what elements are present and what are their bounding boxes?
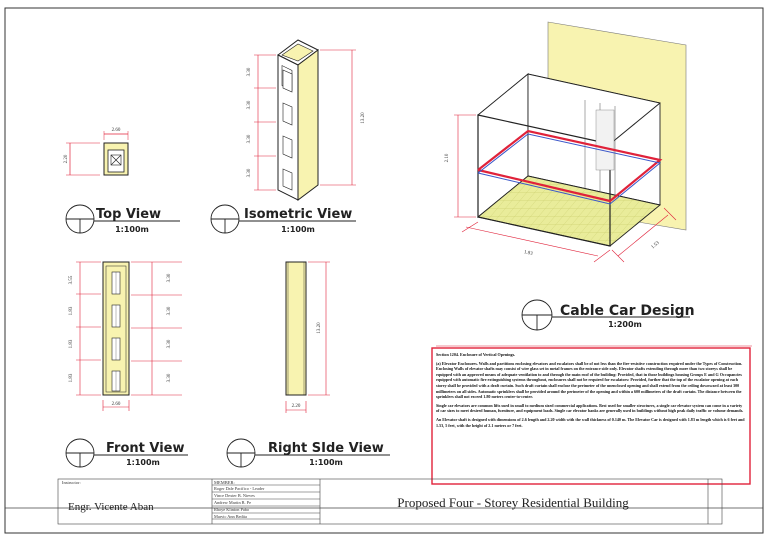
instructor-name: Engr. Vicente Aban bbox=[68, 501, 154, 513]
top-view-title: Top View bbox=[96, 207, 162, 222]
right-side-view-drawing bbox=[286, 262, 330, 413]
car-width: 1.53 bbox=[650, 240, 661, 251]
front-right-dim-1: 3.30 bbox=[167, 273, 172, 283]
cable-car-scale: 1:200m bbox=[608, 320, 642, 329]
isometric-view-drawing bbox=[254, 40, 356, 200]
front-left-dim-3: 1.83 bbox=[69, 339, 74, 349]
member-3: Andrew Martin B. Pe bbox=[214, 500, 251, 505]
spec-heading: Section 1204. Enclosure of Vertical Openings. bbox=[436, 352, 516, 357]
isometric-view-scale: 1:100m bbox=[281, 225, 315, 234]
right-side-view-scale: 1:100m bbox=[309, 458, 343, 467]
right-height-dim: 13.20 bbox=[317, 322, 322, 334]
top-view-scale: 1:100m bbox=[115, 225, 149, 234]
spec-paragraph-c: An Elevator shaft is designed with dimensions of 2.6 length and 2.20 width with the wall thickness of 0.140 m. The Elevator Car is designed with 1.83 m length which is 6 feet and 1.53, 5 feet, with the height of 2.1 meters or 7 feet. bbox=[436, 416, 745, 428]
iso-dim-3: 3.30 bbox=[247, 134, 252, 144]
top-view-width: 2.60 bbox=[111, 128, 121, 133]
isometric-view-title: Isometric View bbox=[244, 207, 353, 222]
top-view-drawing bbox=[66, 131, 128, 175]
spec-paragraph-a: (a) Elevator Enclosures. Walls and partitions enclosing elevators and escalators shall be of not less than the fire-resistive construction required under the Types of Construction. Enclosing Walls of elevator shafts may consist of wire glass set in metal frames on the entrance side only. Elevator shafts extending through more than two storeys shall be equipped with an approved means of adequate ventilation to and through the main roof of the building: Provided, that in those buildings housing Groups E and G Occupancies equipped with automatic fire extinguishing systems throughout, enclosures shall not be required for escalators: Provided, further that the top of the escalator opening at each storey shall be provided with a draft curtain. Such draft curtain shall enclose the perimeter of the unenclosed opening and shall extend from the ceiling downward at least 300 millimeters on all sides. Automatic sprinklers shall be provided around the perimeter of the opening and within a 600 millimeters of the draft curtain. The distance between the sprinklers shall not exceed 1.80 meters center-to-center. bbox=[436, 360, 743, 400]
iso-dim-1: 3.30 bbox=[247, 67, 252, 77]
right-side-view-title: Right SIde View bbox=[268, 441, 384, 456]
spec-paragraph-b: Single car elevators are common lifts used in small to medium sized commercial applications. Best used for smaller structures, a single car elevator system can come in a variety of car sizes to meet desired human, furniture, and equipment loads. Single car elevator banks are generally used in buildings without high peak daily traffic or volume demands. bbox=[436, 402, 744, 414]
top-view-depth: 2.20 bbox=[64, 154, 69, 164]
front-view-title: Front View bbox=[106, 441, 185, 456]
car-height: 2.10 bbox=[445, 153, 450, 163]
member-5: Marvic Ann Bediia bbox=[214, 514, 247, 519]
front-right-dim-4: 3.30 bbox=[167, 373, 172, 383]
front-left-dim-4: 1.83 bbox=[69, 373, 74, 383]
member-1: Roger Dale Pacifico - Leader bbox=[214, 486, 265, 491]
iso-total-height: 13.20 bbox=[361, 112, 366, 124]
front-bottom-dim: 2.60 bbox=[111, 402, 121, 407]
front-left-dim-2: 1.83 bbox=[69, 306, 74, 316]
front-right-dim-2: 3.30 bbox=[167, 306, 172, 316]
car-length: 1.83 bbox=[523, 250, 533, 257]
front-right-dim-3: 3.30 bbox=[167, 339, 172, 349]
members-label: MEMBER: bbox=[214, 480, 235, 485]
front-left-dim-1: 3.55 bbox=[69, 275, 74, 285]
front-view-drawing bbox=[76, 262, 182, 411]
right-bottom-dim: 2.20 bbox=[291, 404, 301, 409]
project-title: Proposed Four - Storey Residential Building bbox=[397, 495, 629, 510]
cable-car-title: Cable Car Design bbox=[560, 303, 695, 319]
iso-dim-2: 3.30 bbox=[247, 100, 252, 110]
iso-dim-4: 3.30 bbox=[247, 168, 252, 178]
front-view-scale: 1:100m bbox=[126, 458, 160, 467]
spec-text-block bbox=[436, 352, 746, 482]
member-4: Rhoye Klinton Pabo bbox=[214, 507, 250, 512]
instructor-label: Instructor: bbox=[62, 480, 81, 485]
cable-car-drawing bbox=[454, 22, 686, 262]
member-2: Vince Dexter B. Nieves bbox=[214, 493, 255, 498]
